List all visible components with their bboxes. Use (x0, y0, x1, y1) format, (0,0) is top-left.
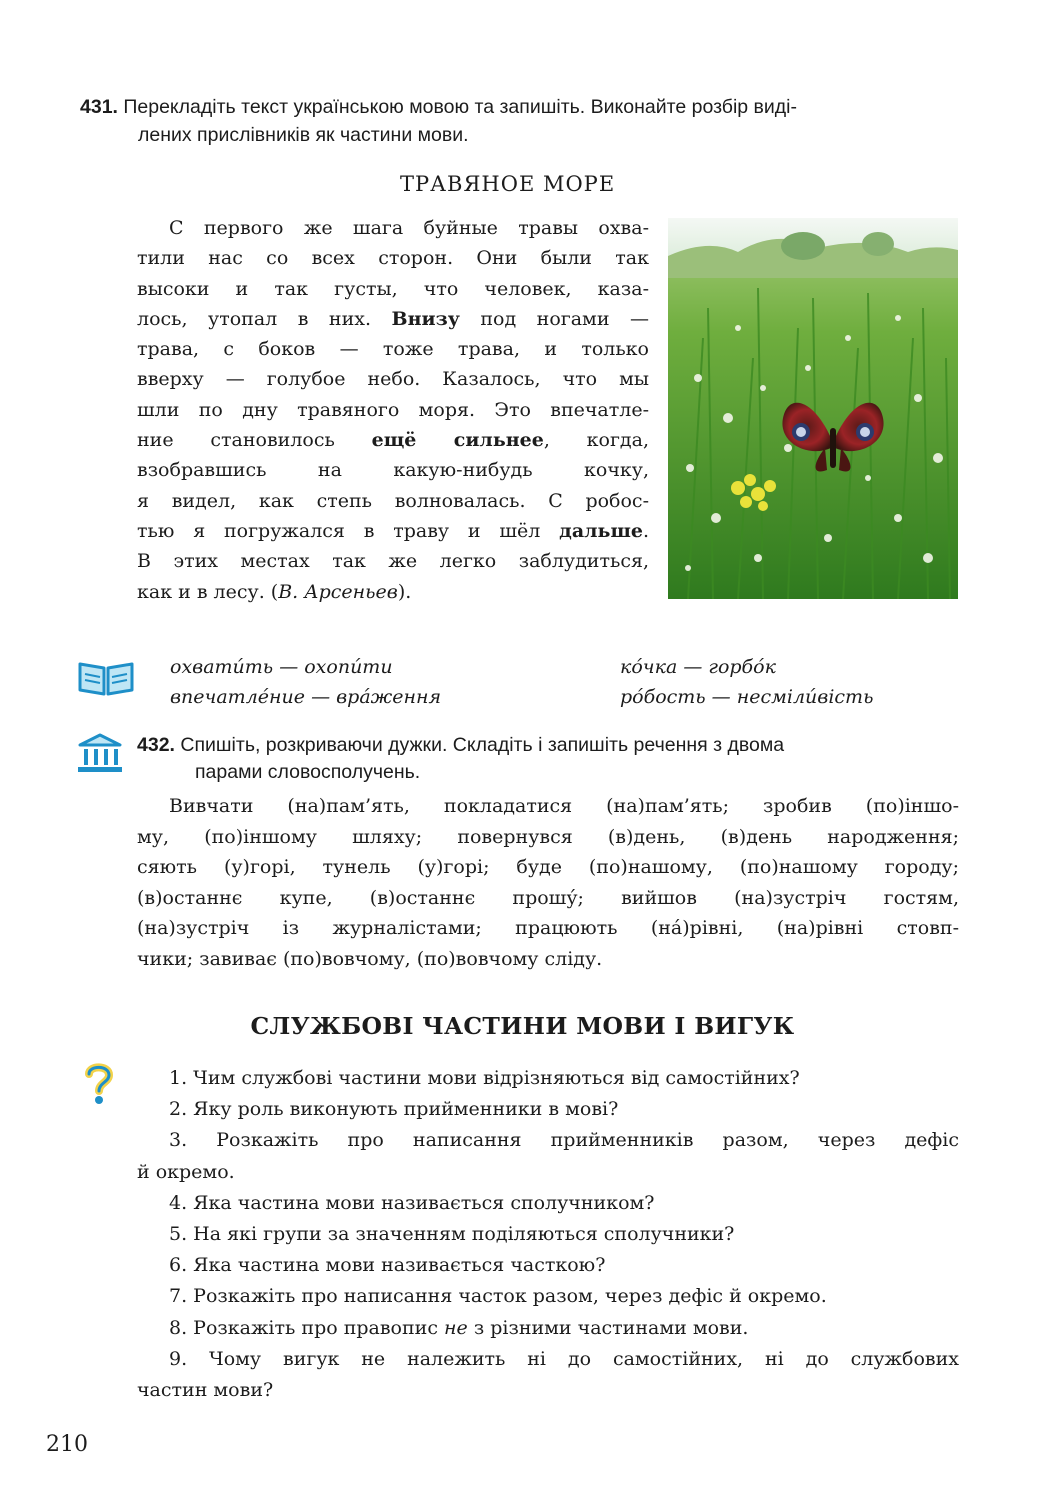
exercise-instruction: Спишіть, розкриваючи дужки. Складіть і запишіть речення з двома (180, 734, 785, 756)
question-item-cont: частин мови? (137, 1378, 274, 1401)
exercise-431 (80, 93, 960, 149)
question-item: 4. Яка частина мови називається сполучником? (169, 1191, 655, 1214)
exercise-number: 431. (80, 96, 118, 118)
text-run: ние становилось (137, 429, 372, 452)
exercise-432 (137, 732, 959, 786)
highlighted-adverb: ещё сильнее (371, 429, 544, 452)
author-name: В. Арсеньев (278, 580, 398, 603)
highlighted-adverb: Внизу (391, 307, 460, 330)
exercise-number: 432. (137, 734, 175, 756)
text-line (137, 425, 649, 455)
building-icon (74, 731, 126, 779)
dictionary-entry: охвати́ть — охопи́ти (170, 656, 393, 678)
text-run: 8. Розкажіть про правопис (169, 1316, 445, 1339)
question-mark-icon (84, 1062, 114, 1110)
question-item: 9. Чому вигук не належить ні до самостійних, ні до службових (169, 1347, 959, 1370)
story-text (137, 213, 649, 607)
text-line: Вивчати (на)пам’ять, покладатися (на)пам’ять; зробив (по)іншо- (169, 795, 959, 817)
italic-particle: не (444, 1316, 468, 1339)
text-run: как и в лесу. ( (137, 580, 279, 603)
text-line: (в)останнє купе, (в)останнє прошу́; вийшов (на)зустріч гостям, (137, 886, 959, 909)
question-item-cont: й окремо. (137, 1160, 235, 1183)
page-number: 210 (46, 1432, 88, 1457)
text-run: . (642, 519, 649, 542)
question-item: 6. Яка частина мови називається часткою? (169, 1254, 606, 1277)
exercise-instruction: Перекладіть текст українською мовою та запишіть. Виконайте розбір виді- (123, 96, 798, 118)
text-run: , когда, (543, 429, 649, 452)
section-title: СЛУЖБОВІ ЧАСТИНИ МОВИ І ВИГУК (250, 1012, 795, 1040)
dictionary-column (620, 652, 873, 712)
dictionary-entry: впечатле́ние — вра́ження (170, 686, 442, 708)
question-item: 7. Розкажіть про написання часток разом, через дефіс й окремо. (169, 1285, 827, 1308)
text-run: тью я погружался в траву и шёл (137, 519, 560, 542)
question-item: 2. Яку роль виконують прийменники в мові? (169, 1098, 619, 1121)
story-title: ТРАВЯНОЕ МОРЕ (400, 172, 616, 196)
text-line: (на)зустріч із журналістами; працюють (на́)рівні, (на)рівні стовп- (137, 917, 959, 939)
text-line: тили нас со всех сторон. Они были так (137, 247, 649, 270)
text-line: трава, с боков — тоже трава, и только (137, 338, 649, 361)
text-line: му, (по)іншому шляху; повернувся (в)день, (в)день народження; (137, 825, 959, 848)
text-run: лось, утопал в них. (137, 307, 392, 330)
text-line: сяють (у)горі, тунель (у)горі; буде (по)нашому, (по)нашому городу; (137, 856, 959, 878)
dictionary-entry: ро́бость — несміли́вість (620, 686, 874, 708)
text-line (137, 516, 649, 546)
dictionary-column (170, 652, 441, 712)
text-line: вверху — голубое небо. Казалось, что мы (137, 368, 649, 391)
text-line: шли по дну травяного моря. Это впечатле- (137, 398, 649, 421)
text-line: я видел, как степь волновалась. С робос- (137, 489, 649, 512)
review-questions (137, 1063, 959, 1406)
text-line: высоки и так густы, что человек, каза- (137, 277, 649, 300)
question-item (137, 1313, 959, 1344)
exercise-432-body (137, 791, 959, 974)
text-line (137, 304, 649, 334)
text-run: з різними частинами мови. (467, 1316, 749, 1339)
text-line: С первого же шага буйные травы охва- (169, 217, 649, 239)
text-line (137, 577, 649, 607)
question-item: 3. Розкажіть про написання прийменників разом, через дефіс (169, 1129, 959, 1152)
book-icon (76, 656, 136, 702)
exercise-instruction-cont: лених прислівників як частини мови. (138, 124, 469, 146)
text-run: под ногами — (459, 307, 650, 330)
dictionary-entry: ко́чка — горбо́к (620, 656, 776, 678)
question-item: 1. Чим службові частини мови відрізняються від самостійних? (169, 1067, 800, 1089)
question-item: 5. На які групи за значенням поділяються сполучники? (169, 1222, 735, 1245)
exercise-instruction-cont: парами словосполучень. (195, 761, 421, 783)
meadow-illustration (668, 218, 958, 599)
text-run: ). (397, 580, 412, 603)
meadow-butterfly-photo (668, 218, 958, 599)
text-line: В этих местах так же легко заблудиться, (137, 550, 649, 573)
text-line: взобравшись на какую-нибудь кочку, (137, 459, 649, 482)
text-line: чики; завиває (по)вовчому, (по)вовчому сліду. (137, 947, 603, 970)
highlighted-adverb: дальше (559, 519, 643, 542)
